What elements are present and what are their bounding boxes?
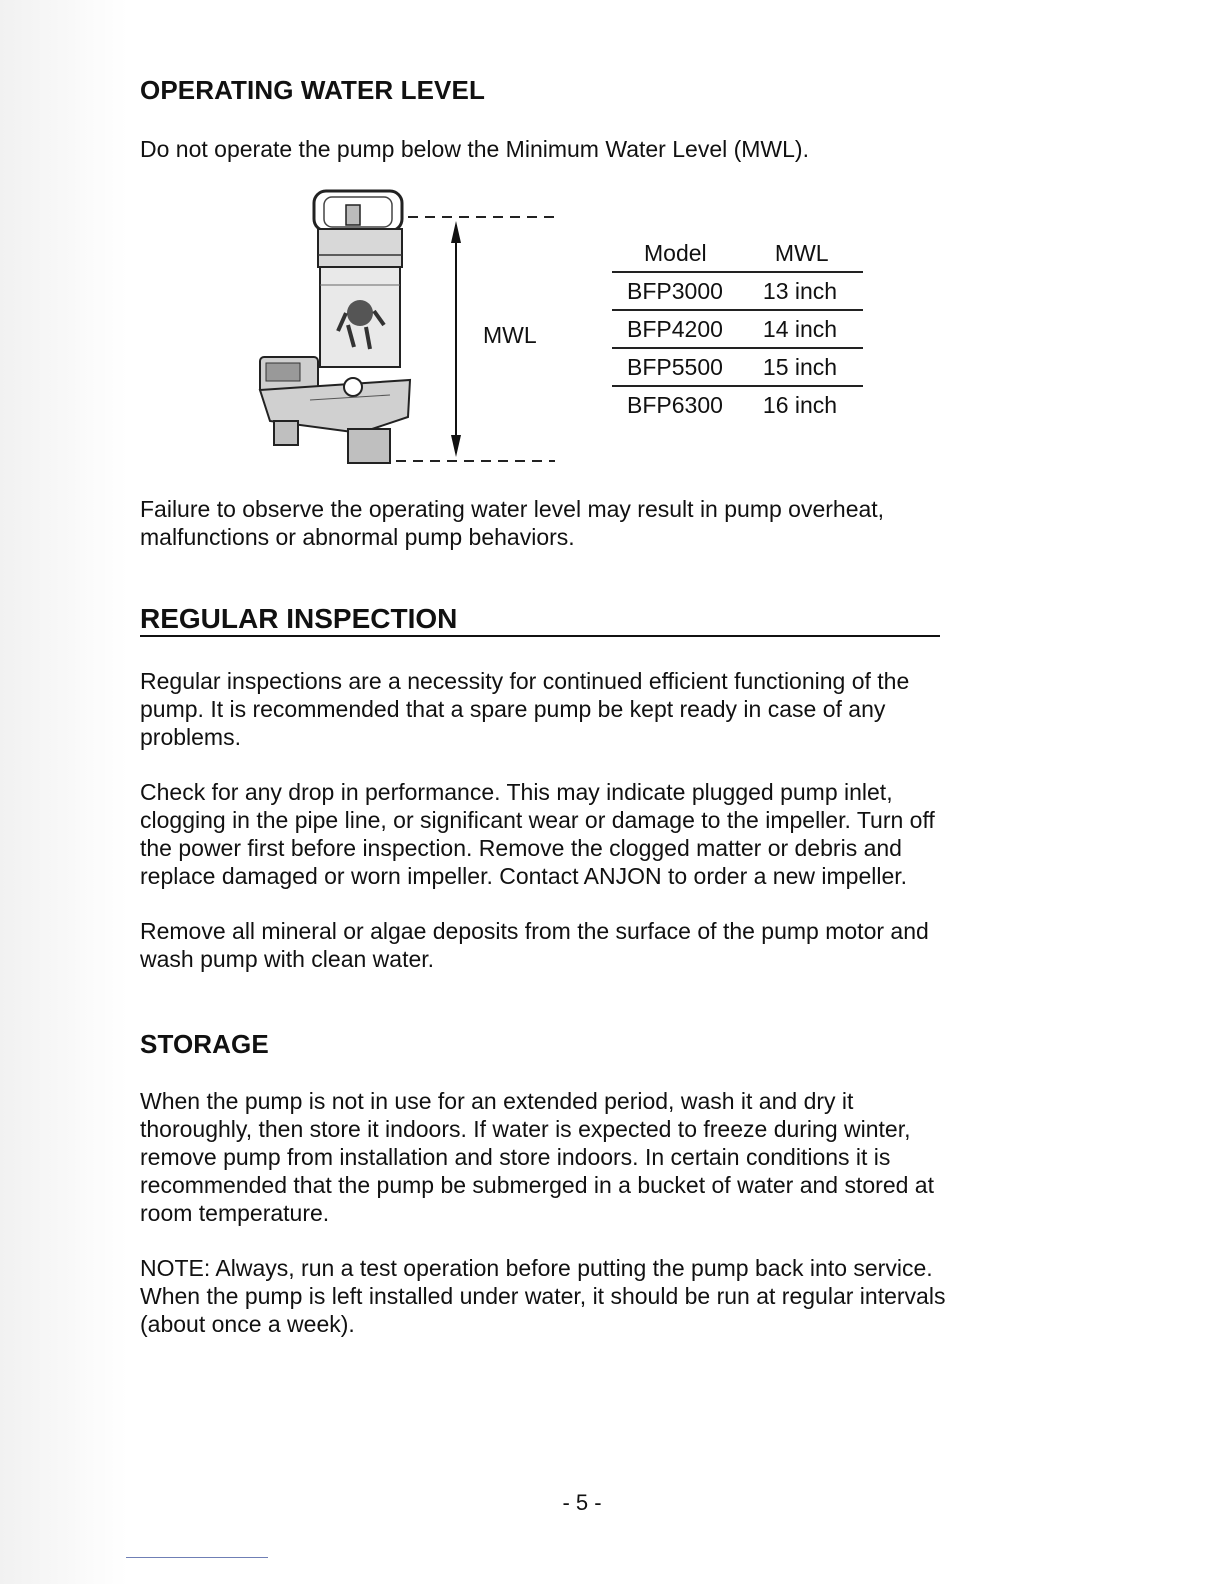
scan-shadow	[0, 0, 128, 1584]
table-cell-model: BFP3000	[612, 272, 723, 310]
mwl-table	[612, 238, 863, 423]
regular-inspection-heading: REGULAR INSPECTION	[140, 602, 940, 637]
table-cell-model: BFP5500	[612, 348, 723, 386]
table-row	[612, 386, 863, 423]
operating-warning: Failure to observe the operating water level may result in pump overheat, malfunctions or abnormal pump behaviors.	[140, 496, 885, 550]
table-row	[612, 348, 863, 386]
inspection-paragraph-3: Remove all mineral or algae deposits from the surface of the pump motor and wash pump with clean water.	[140, 918, 929, 972]
storage-note: NOTE: Always, run a test operation before putting the pump back into service. When the pump is left installed under water, it should be run at regular intervals (about once a week).	[140, 1255, 946, 1337]
table-cell-mwl: 16 inch	[762, 391, 838, 418]
table-header-model: Model	[612, 238, 723, 272]
table-cell-model: BFP4200	[612, 310, 723, 348]
inspection-paragraph-1: Regular inspections are a necessity for continued efficient functioning of the pump. It is recommended that a spare pump be kept ready in case of any problems.	[140, 668, 910, 750]
table-row	[612, 272, 863, 310]
table-cell-model: BFP6300	[627, 391, 723, 418]
scan-corner-line	[126, 1557, 268, 1558]
table-header-row	[612, 238, 863, 272]
mwl-dimension-label: MWL	[483, 322, 537, 348]
table-cell-mwl: 13 inch	[723, 272, 863, 310]
table-header-mwl: MWL	[723, 238, 863, 272]
table-cell-mwl: 15 inch	[723, 348, 863, 386]
inspection-paragraph-2: Check for any drop in performance. This may indicate plugged pump inlet, clogging in the pipe line, or significant wear or damage to the impeller. Turn off the power first before inspection. Remove the clogged matter or debris and replace damaged or worn impeller. Contact ANJON to order a new impeller.	[140, 779, 935, 889]
page-number: - 5 -	[562, 1490, 602, 1515]
storage-heading: STORAGE	[140, 1029, 269, 1059]
table-row	[612, 310, 863, 348]
operating-water-level-heading: OPERATING WATER LEVEL	[140, 75, 485, 105]
operating-intro: Do not operate the pump below the Minimum Water Level (MWL).	[140, 136, 809, 162]
storage-paragraph-1: When the pump is not in use for an extended period, wash it and dry it thoroughly, then store it indoors. If water is expected to freeze during winter, remove pump from installation and store indoors. In certain conditions it is recommended that the pump be submerged in a bucket of water and stored at room temperature.	[140, 1088, 934, 1226]
table-cell-mwl: 14 inch	[723, 310, 863, 348]
